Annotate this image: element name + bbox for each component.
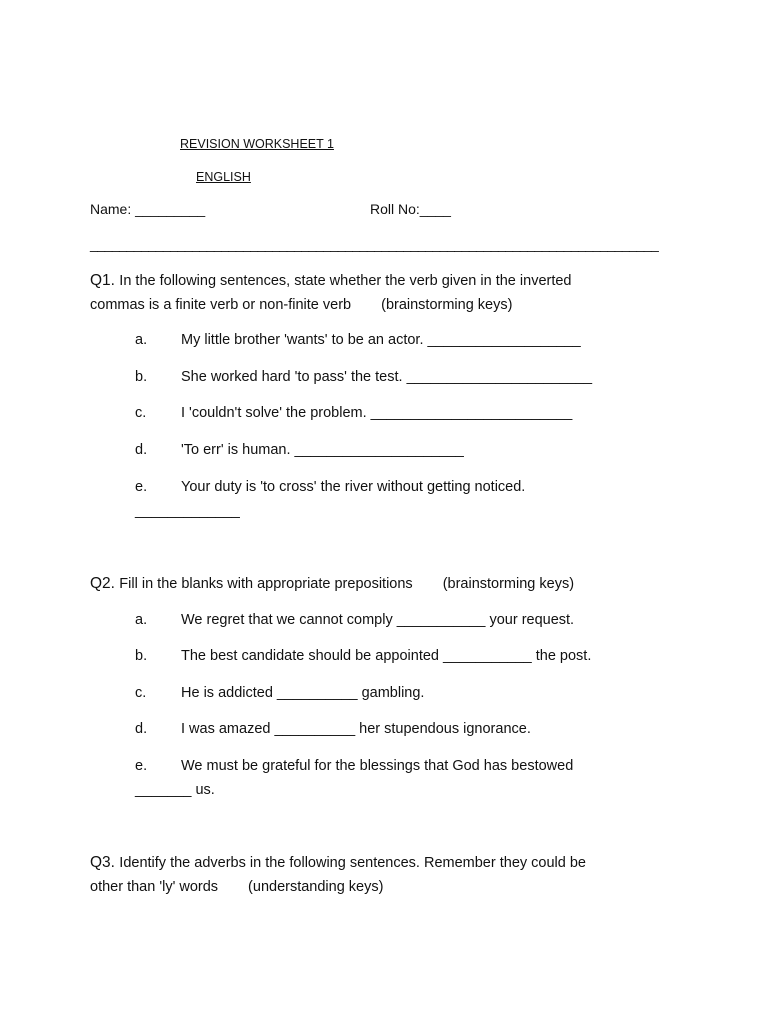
item-letter: a. <box>135 612 148 628</box>
list-item <box>135 442 464 458</box>
question-3-prompt-line1: Identify the adverbs in the following sentences. Remember they could be <box>119 855 586 871</box>
item-continuation: _______ us. <box>135 782 215 798</box>
item-text: 'To err' is human. _____________________ <box>181 442 464 458</box>
item-text: She worked hard 'to pass' the test. _______________________ <box>181 369 593 385</box>
item-letter: c. <box>135 405 147 421</box>
list-item <box>135 369 592 385</box>
question-2-key: (brainstorming keys) <box>442 576 575 592</box>
list-item <box>135 479 525 495</box>
worksheet-title: REVISION WORKSHEET 1 <box>180 137 334 151</box>
list-item <box>135 332 581 348</box>
item-letter: d. <box>135 442 148 458</box>
question-3-key: (understanding keys) <box>248 879 384 895</box>
subject-heading: ENGLISH <box>196 170 251 184</box>
item-letter: a. <box>135 332 148 348</box>
item-text: Your duty is 'to cross' the river without getting noticed. <box>181 479 526 495</box>
item-letter: c. <box>135 685 147 701</box>
question-1 <box>90 269 710 317</box>
question-1-prompt-line1: In the following sentences, state whether the verb given in the inverted <box>119 273 572 289</box>
item-text: The best candidate should be appointed ___________ the post. <box>181 648 592 664</box>
question-1-key: (brainstorming keys) <box>381 297 513 313</box>
item-letter: d. <box>135 721 148 737</box>
list-item <box>135 758 573 774</box>
question-2-number: Q2. <box>90 575 115 592</box>
item-text: He is addicted __________ gambling. <box>181 685 425 701</box>
divider-line: ______________________________________________________________________________ <box>90 236 659 252</box>
question-3-number: Q3. <box>90 854 115 871</box>
list-item <box>135 405 572 421</box>
item-letter: e. <box>135 479 148 495</box>
item-letter: b. <box>135 648 148 664</box>
list-item <box>135 612 574 628</box>
question-1-number: Q1. <box>90 272 115 289</box>
item-text: We regret that we cannot comply ___________ your request. <box>181 612 575 628</box>
item-letter: b. <box>135 369 148 385</box>
item-continuation: _____________ <box>135 503 240 519</box>
question-1-prompt-line2: commas is a finite verb or non-finite verb <box>90 297 352 313</box>
item-text: My little brother 'wants' to be an actor. ___________________ <box>181 332 581 348</box>
list-item <box>135 721 531 737</box>
roll-number-field: Roll No:____ <box>370 201 451 217</box>
list-item <box>135 648 591 664</box>
name-field: Name: _________ <box>90 201 206 217</box>
question-3 <box>90 851 710 899</box>
question-3-prompt-line2: other than 'ly' words <box>90 879 219 895</box>
item-text: We must be grateful for the blessings that God has bestowed <box>181 758 574 774</box>
item-text: I 'couldn't solve' the problem. _________________________ <box>181 405 573 421</box>
item-text: I was amazed __________ her stupendous ignorance. <box>181 721 531 737</box>
item-letter: e. <box>135 758 148 774</box>
question-2 <box>90 572 710 596</box>
question-2-prompt-line1: Fill in the blanks with appropriate prepositions <box>119 576 413 592</box>
list-item <box>135 685 424 701</box>
